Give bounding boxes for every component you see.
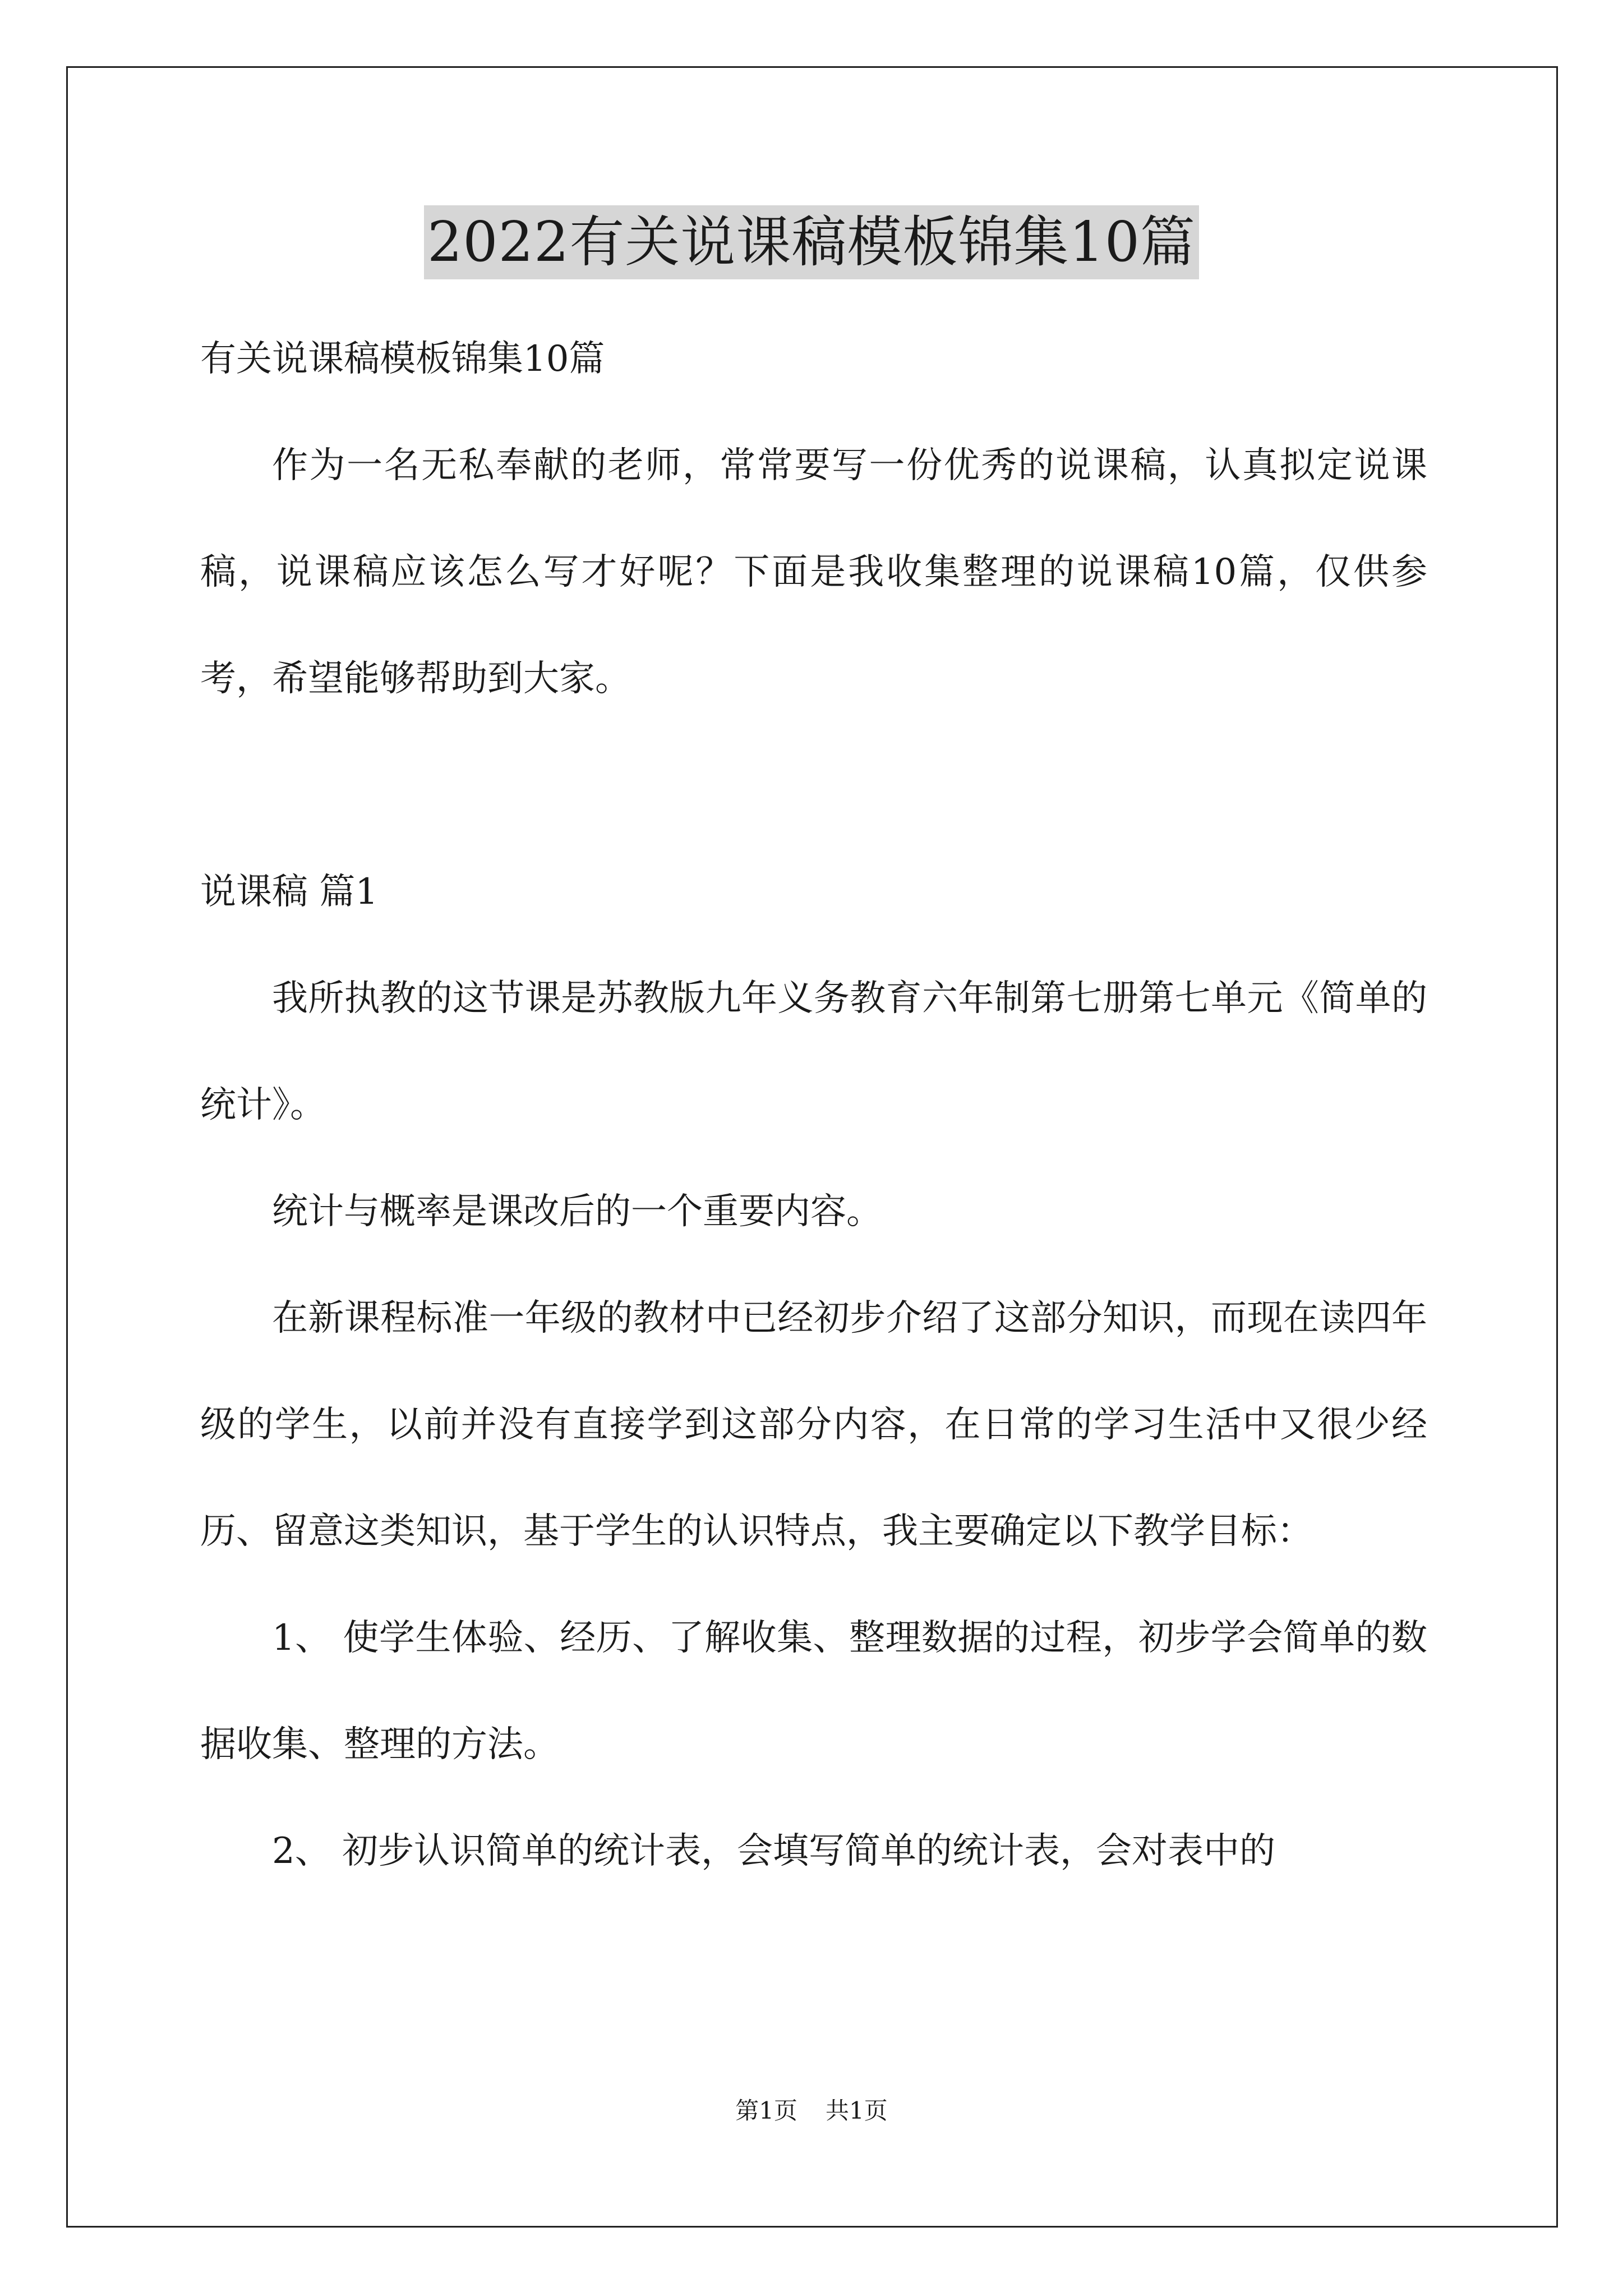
document-subtitle: 有关说课稿模板锦集10篇	[200, 338, 605, 380]
section-heading: 说课稿 篇1	[200, 871, 379, 913]
body-paragraph: 1、 使学生体验、经历、了解收集、整理数据的过程，初步学会简单的数据收集、整理的方法。	[200, 1617, 1427, 1765]
blank-line	[200, 732, 1427, 839]
document-body	[200, 306, 1427, 1904]
body-paragraph: 我所执教的这节课是苏教版九年义务教育六年制第七册第七单元《简单的统计》。	[200, 978, 1427, 1126]
page-number-total: 共1页	[826, 2097, 888, 2124]
page-number-current: 第1页	[735, 2097, 797, 2124]
page-footer	[0, 2094, 1623, 2128]
intro-paragraph: 作为一名无私奉献的老师，常常要写一份优秀的说课稿，认真拟定说课稿，说课稿应该怎么写才好呢？下面是我收集整理的说课稿10篇，仅供参考，希望能够帮助到大家。	[200, 445, 1427, 700]
body-paragraph: 在新课程标准一年级的教材中已经初步介绍了这部分知识，而现在读四年级的学生，以前并没有直接学到这部分内容，在日常的学习生活中又很少经历、留意这类知识，基于学生的认识特点，我主要确定以下教学目标：	[200, 1297, 1427, 1552]
body-paragraph: 2、 初步认识简单的统计表，会填写简单的统计表，会对表中的	[272, 1830, 1276, 1872]
title-block	[0, 205, 1623, 279]
body-paragraph: 统计与概率是课改后的一个重要内容。	[272, 1191, 882, 1232]
document-title: 2022有关说课稿模板锦集10篇	[424, 205, 1199, 279]
